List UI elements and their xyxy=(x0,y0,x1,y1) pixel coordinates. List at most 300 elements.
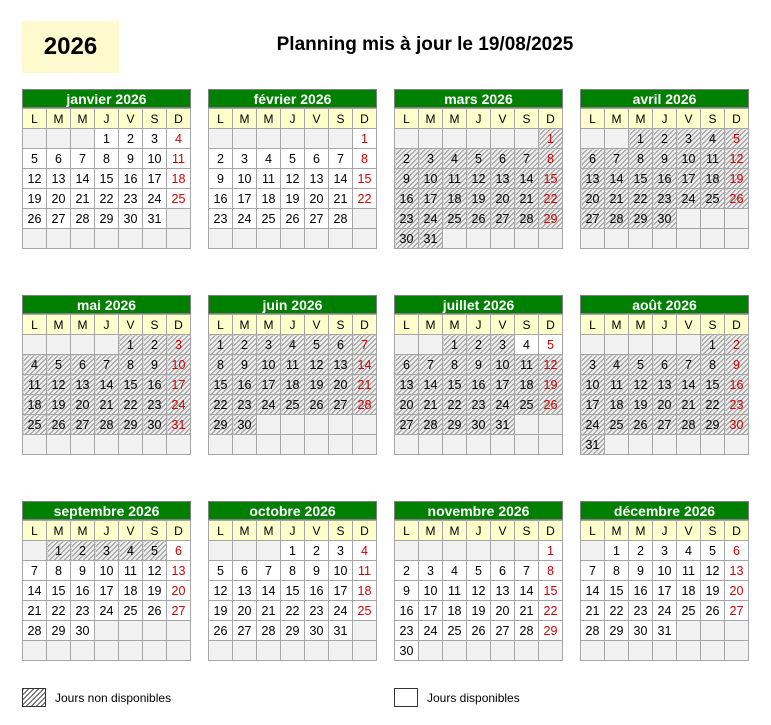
day-cell[interactable]: 14 xyxy=(257,581,281,601)
day-cell-unavailable[interactable]: 13 xyxy=(491,169,515,189)
day-cell[interactable]: 29 xyxy=(605,621,629,641)
day-cell-unavailable[interactable]: 15 xyxy=(629,169,653,189)
day-cell[interactable]: 20 xyxy=(491,601,515,621)
day-cell-unavailable[interactable]: 27 xyxy=(329,395,353,415)
day-cell[interactable]: 19 xyxy=(209,601,233,621)
day-cell[interactable]: 19 xyxy=(701,581,725,601)
day-cell-unavailable[interactable]: 6 xyxy=(395,355,419,375)
day-cell-unavailable[interactable]: 23 xyxy=(467,395,491,415)
day-cell[interactable]: 19 xyxy=(143,581,167,601)
day-cell-unavailable[interactable]: 24 xyxy=(491,395,515,415)
day-cell[interactable]: 22 xyxy=(539,601,563,621)
day-cell-unavailable[interactable]: 27 xyxy=(491,209,515,229)
day-cell[interactable]: 15 xyxy=(47,581,71,601)
day-cell[interactable]: 15 xyxy=(95,169,119,189)
day-cell[interactable]: 6 xyxy=(47,149,71,169)
day-cell-unavailable[interactable]: 11 xyxy=(281,355,305,375)
day-cell-unavailable[interactable]: 23 xyxy=(233,395,257,415)
day-cell-unavailable[interactable]: 10 xyxy=(419,169,443,189)
day-cell-unavailable[interactable]: 20 xyxy=(653,395,677,415)
day-cell[interactable]: 30 xyxy=(119,209,143,229)
day-cell[interactable]: 20 xyxy=(305,189,329,209)
day-cell[interactable]: 20 xyxy=(233,601,257,621)
day-cell[interactable]: 3 xyxy=(143,129,167,149)
day-cell-unavailable[interactable]: 22 xyxy=(443,395,467,415)
day-cell[interactable]: 28 xyxy=(257,621,281,641)
day-cell[interactable]: 20 xyxy=(725,581,749,601)
day-cell[interactable]: 23 xyxy=(209,209,233,229)
day-cell-unavailable[interactable]: 26 xyxy=(539,395,563,415)
day-cell[interactable]: 18 xyxy=(119,581,143,601)
day-cell-unavailable[interactable]: 30 xyxy=(725,415,749,435)
day-cell-unavailable[interactable]: 27 xyxy=(581,209,605,229)
day-cell[interactable]: 31 xyxy=(329,621,353,641)
day-cell[interactable]: 4 xyxy=(353,541,377,561)
day-cell-unavailable[interactable]: 6 xyxy=(491,149,515,169)
day-cell-unavailable[interactable]: 2 xyxy=(725,335,749,355)
day-cell-unavailable[interactable]: 18 xyxy=(515,375,539,395)
day-cell[interactable]: 11 xyxy=(353,561,377,581)
day-cell-unavailable[interactable]: 7 xyxy=(353,335,377,355)
day-cell[interactable]: 11 xyxy=(257,169,281,189)
day-cell-unavailable[interactable]: 22 xyxy=(629,189,653,209)
day-cell-unavailable[interactable]: 14 xyxy=(515,169,539,189)
day-cell[interactable]: 24 xyxy=(653,601,677,621)
day-cell[interactable]: 28 xyxy=(581,621,605,641)
day-cell[interactable]: 29 xyxy=(539,621,563,641)
day-cell-unavailable[interactable]: 23 xyxy=(143,395,167,415)
day-cell-unavailable[interactable]: 21 xyxy=(515,189,539,209)
day-cell-unavailable[interactable]: 9 xyxy=(143,355,167,375)
day-cell-unavailable[interactable]: 31 xyxy=(491,415,515,435)
day-cell[interactable]: 28 xyxy=(329,209,353,229)
day-cell[interactable]: 27 xyxy=(47,209,71,229)
day-cell-unavailable[interactable]: 9 xyxy=(395,169,419,189)
day-cell-unavailable[interactable]: 29 xyxy=(443,415,467,435)
day-cell-unavailable[interactable]: 28 xyxy=(515,209,539,229)
day-cell[interactable]: 6 xyxy=(167,541,191,561)
day-cell[interactable]: 6 xyxy=(233,561,257,581)
day-cell[interactable]: 5 xyxy=(467,561,491,581)
day-cell[interactable]: 23 xyxy=(71,601,95,621)
day-cell[interactable]: 5 xyxy=(701,541,725,561)
day-cell-unavailable[interactable]: 30 xyxy=(653,209,677,229)
day-cell[interactable]: 26 xyxy=(23,209,47,229)
day-cell-unavailable[interactable]: 1 xyxy=(443,335,467,355)
day-cell-unavailable[interactable]: 1 xyxy=(539,129,563,149)
day-cell-unavailable[interactable]: 7 xyxy=(95,355,119,375)
day-cell[interactable]: 12 xyxy=(467,581,491,601)
day-cell-unavailable[interactable]: 26 xyxy=(305,395,329,415)
day-cell[interactable]: 2 xyxy=(629,541,653,561)
day-cell[interactable]: 17 xyxy=(419,601,443,621)
day-cell[interactable]: 20 xyxy=(47,189,71,209)
day-cell[interactable]: 21 xyxy=(23,601,47,621)
day-cell-unavailable[interactable]: 29 xyxy=(539,209,563,229)
day-cell[interactable]: 8 xyxy=(605,561,629,581)
day-cell[interactable]: 5 xyxy=(23,149,47,169)
day-cell-unavailable[interactable]: 5 xyxy=(305,335,329,355)
day-cell[interactable]: 11 xyxy=(443,581,467,601)
day-cell[interactable]: 1 xyxy=(605,541,629,561)
day-cell[interactable]: 3 xyxy=(329,541,353,561)
day-cell[interactable]: 13 xyxy=(167,561,191,581)
day-cell-unavailable[interactable]: 29 xyxy=(209,415,233,435)
day-cell[interactable]: 13 xyxy=(491,581,515,601)
day-cell[interactable]: 8 xyxy=(95,149,119,169)
day-cell-unavailable[interactable]: 22 xyxy=(701,395,725,415)
day-cell[interactable]: 31 xyxy=(143,209,167,229)
day-cell[interactable]: 12 xyxy=(701,561,725,581)
day-cell-unavailable[interactable]: 6 xyxy=(71,355,95,375)
day-cell[interactable]: 10 xyxy=(653,561,677,581)
day-cell-unavailable[interactable]: 15 xyxy=(701,375,725,395)
day-cell[interactable]: 10 xyxy=(233,169,257,189)
day-cell-unavailable[interactable]: 1 xyxy=(209,335,233,355)
day-cell-unavailable[interactable]: 1 xyxy=(47,541,71,561)
day-cell-unavailable[interactable]: 20 xyxy=(581,189,605,209)
day-cell[interactable]: 15 xyxy=(539,581,563,601)
day-cell-unavailable[interactable]: 3 xyxy=(257,335,281,355)
day-cell[interactable]: 22 xyxy=(281,601,305,621)
day-cell[interactable]: 17 xyxy=(95,581,119,601)
day-cell-unavailable[interactable]: 19 xyxy=(305,375,329,395)
day-cell-unavailable[interactable]: 29 xyxy=(119,415,143,435)
day-cell[interactable]: 22 xyxy=(47,601,71,621)
day-cell[interactable]: 24 xyxy=(329,601,353,621)
day-cell-unavailable[interactable]: 9 xyxy=(725,355,749,375)
day-cell[interactable]: 16 xyxy=(71,581,95,601)
day-cell[interactable]: 12 xyxy=(23,169,47,189)
day-cell[interactable]: 21 xyxy=(71,189,95,209)
day-cell-unavailable[interactable]: 27 xyxy=(71,415,95,435)
day-cell-unavailable[interactable]: 5 xyxy=(143,541,167,561)
day-cell-unavailable[interactable]: 4 xyxy=(443,149,467,169)
day-cell-unavailable[interactable]: 10 xyxy=(581,375,605,395)
day-cell[interactable]: 8 xyxy=(47,561,71,581)
day-cell[interactable]: 2 xyxy=(209,149,233,169)
day-cell-unavailable[interactable]: 18 xyxy=(443,189,467,209)
day-cell-unavailable[interactable]: 30 xyxy=(467,415,491,435)
day-cell[interactable]: 18 xyxy=(353,581,377,601)
day-cell-unavailable[interactable]: 17 xyxy=(581,395,605,415)
day-cell-unavailable[interactable]: 30 xyxy=(395,229,419,249)
day-cell[interactable]: 14 xyxy=(581,581,605,601)
day-cell[interactable]: 28 xyxy=(23,621,47,641)
day-cell[interactable]: 11 xyxy=(677,561,701,581)
day-cell-unavailable[interactable]: 15 xyxy=(209,375,233,395)
day-cell[interactable]: 7 xyxy=(515,561,539,581)
day-cell-unavailable[interactable]: 6 xyxy=(329,335,353,355)
day-cell[interactable]: 7 xyxy=(71,149,95,169)
day-cell[interactable]: 25 xyxy=(677,601,701,621)
day-cell-unavailable[interactable]: 19 xyxy=(725,169,749,189)
day-cell-unavailable[interactable]: 17 xyxy=(257,375,281,395)
day-cell-unavailable[interactable]: 19 xyxy=(539,375,563,395)
day-cell[interactable]: 30 xyxy=(395,641,419,661)
day-cell-unavailable[interactable]: 7 xyxy=(605,149,629,169)
day-cell-unavailable[interactable]: 16 xyxy=(233,375,257,395)
day-cell[interactable]: 24 xyxy=(95,601,119,621)
day-cell[interactable]: 6 xyxy=(725,541,749,561)
day-cell-unavailable[interactable]: 9 xyxy=(653,149,677,169)
day-cell[interactable]: 8 xyxy=(281,561,305,581)
day-cell-unavailable[interactable]: 28 xyxy=(419,415,443,435)
day-cell-unavailable[interactable]: 19 xyxy=(467,189,491,209)
day-cell[interactable]: 10 xyxy=(329,561,353,581)
day-cell[interactable]: 22 xyxy=(353,189,377,209)
day-cell[interactable]: 20 xyxy=(167,581,191,601)
day-cell-unavailable[interactable]: 14 xyxy=(353,355,377,375)
day-cell[interactable]: 14 xyxy=(515,581,539,601)
day-cell[interactable]: 16 xyxy=(119,169,143,189)
day-cell-unavailable[interactable]: 8 xyxy=(209,355,233,375)
day-cell-unavailable[interactable]: 4 xyxy=(119,541,143,561)
day-cell[interactable]: 25 xyxy=(119,601,143,621)
day-cell[interactable]: 4 xyxy=(515,335,539,355)
day-cell[interactable]: 1 xyxy=(539,541,563,561)
day-cell-unavailable[interactable]: 3 xyxy=(167,335,191,355)
day-cell-unavailable[interactable]: 30 xyxy=(143,415,167,435)
day-cell-unavailable[interactable]: 10 xyxy=(167,355,191,375)
day-cell-unavailable[interactable]: 20 xyxy=(71,395,95,415)
day-cell-unavailable[interactable]: 9 xyxy=(467,355,491,375)
day-cell[interactable]: 13 xyxy=(233,581,257,601)
day-cell[interactable]: 4 xyxy=(677,541,701,561)
day-cell-unavailable[interactable]: 8 xyxy=(443,355,467,375)
day-cell[interactable]: 13 xyxy=(47,169,71,189)
day-cell-unavailable[interactable]: 2 xyxy=(653,129,677,149)
day-cell-unavailable[interactable]: 14 xyxy=(677,375,701,395)
day-cell[interactable]: 27 xyxy=(167,601,191,621)
day-cell-unavailable[interactable]: 28 xyxy=(677,415,701,435)
day-cell-unavailable[interactable]: 15 xyxy=(119,375,143,395)
day-cell-unavailable[interactable]: 2 xyxy=(233,335,257,355)
day-cell-unavailable[interactable]: 23 xyxy=(395,209,419,229)
day-cell-unavailable[interactable]: 28 xyxy=(95,415,119,435)
day-cell[interactable]: 30 xyxy=(305,621,329,641)
day-cell[interactable]: 11 xyxy=(119,561,143,581)
day-cell[interactable]: 11 xyxy=(167,149,191,169)
day-cell[interactable]: 18 xyxy=(677,581,701,601)
day-cell-unavailable[interactable]: 5 xyxy=(629,355,653,375)
day-cell-unavailable[interactable]: 17 xyxy=(677,169,701,189)
day-cell-unavailable[interactable]: 17 xyxy=(491,375,515,395)
day-cell[interactable]: 8 xyxy=(539,561,563,581)
day-cell-unavailable[interactable]: 19 xyxy=(47,395,71,415)
day-cell[interactable]: 12 xyxy=(281,169,305,189)
day-cell[interactable]: 27 xyxy=(233,621,257,641)
day-cell-unavailable[interactable]: 31 xyxy=(581,435,605,455)
day-cell-unavailable[interactable]: 18 xyxy=(701,169,725,189)
day-cell-unavailable[interactable]: 8 xyxy=(119,355,143,375)
day-cell-unavailable[interactable]: 18 xyxy=(281,375,305,395)
day-cell-unavailable[interactable]: 27 xyxy=(395,415,419,435)
day-cell[interactable]: 26 xyxy=(467,621,491,641)
day-cell[interactable]: 25 xyxy=(443,621,467,641)
day-cell[interactable]: 29 xyxy=(95,209,119,229)
day-cell-unavailable[interactable]: 11 xyxy=(23,375,47,395)
day-cell[interactable]: 23 xyxy=(305,601,329,621)
day-cell-unavailable[interactable]: 21 xyxy=(419,395,443,415)
day-cell[interactable]: 9 xyxy=(119,149,143,169)
day-cell-unavailable[interactable]: 30 xyxy=(233,415,257,435)
day-cell-unavailable[interactable]: 28 xyxy=(353,395,377,415)
day-cell-unavailable[interactable]: 10 xyxy=(677,149,701,169)
day-cell[interactable]: 5 xyxy=(281,149,305,169)
day-cell[interactable]: 14 xyxy=(329,169,353,189)
day-cell-unavailable[interactable]: 21 xyxy=(95,395,119,415)
day-cell[interactable]: 12 xyxy=(143,561,167,581)
day-cell[interactable]: 21 xyxy=(329,189,353,209)
day-cell-unavailable[interactable]: 10 xyxy=(257,355,281,375)
day-cell-unavailable[interactable]: 17 xyxy=(419,189,443,209)
day-cell[interactable]: 26 xyxy=(281,209,305,229)
day-cell-unavailable[interactable]: 3 xyxy=(95,541,119,561)
day-cell-unavailable[interactable]: 7 xyxy=(515,149,539,169)
day-cell[interactable]: 1 xyxy=(353,129,377,149)
day-cell[interactable]: 24 xyxy=(419,621,443,641)
day-cell[interactable]: 17 xyxy=(233,189,257,209)
day-cell[interactable]: 12 xyxy=(209,581,233,601)
day-cell-unavailable[interactable]: 13 xyxy=(395,375,419,395)
day-cell[interactable]: 29 xyxy=(47,621,71,641)
day-cell[interactable]: 24 xyxy=(233,209,257,229)
day-cell[interactable]: 14 xyxy=(71,169,95,189)
day-cell-unavailable[interactable]: 16 xyxy=(143,375,167,395)
day-cell[interactable]: 15 xyxy=(281,581,305,601)
day-cell[interactable]: 7 xyxy=(257,561,281,581)
day-cell-unavailable[interactable]: 3 xyxy=(491,335,515,355)
day-cell[interactable]: 27 xyxy=(725,601,749,621)
day-cell-unavailable[interactable]: 4 xyxy=(701,129,725,149)
day-cell[interactable]: 26 xyxy=(701,601,725,621)
day-cell-unavailable[interactable]: 25 xyxy=(605,415,629,435)
day-cell[interactable]: 24 xyxy=(143,189,167,209)
day-cell[interactable]: 13 xyxy=(305,169,329,189)
day-cell[interactable]: 16 xyxy=(209,189,233,209)
day-cell-unavailable[interactable]: 24 xyxy=(419,209,443,229)
day-cell[interactable]: 9 xyxy=(629,561,653,581)
day-cell[interactable]: 4 xyxy=(167,129,191,149)
day-cell[interactable]: 5 xyxy=(209,561,233,581)
day-cell-unavailable[interactable]: 1 xyxy=(119,335,143,355)
day-cell[interactable]: 16 xyxy=(629,581,653,601)
day-cell[interactable]: 17 xyxy=(653,581,677,601)
day-cell[interactable]: 4 xyxy=(257,149,281,169)
day-cell[interactable]: 3 xyxy=(653,541,677,561)
day-cell[interactable]: 10 xyxy=(419,581,443,601)
day-cell-unavailable[interactable]: 14 xyxy=(605,169,629,189)
day-cell-unavailable[interactable]: 24 xyxy=(581,415,605,435)
day-cell[interactable]: 1 xyxy=(281,541,305,561)
day-cell[interactable]: 26 xyxy=(209,621,233,641)
day-cell-unavailable[interactable]: 15 xyxy=(443,375,467,395)
day-cell-unavailable[interactable]: 23 xyxy=(725,395,749,415)
day-cell[interactable]: 29 xyxy=(281,621,305,641)
day-cell[interactable]: 7 xyxy=(581,561,605,581)
day-cell-unavailable[interactable]: 8 xyxy=(539,149,563,169)
day-cell-unavailable[interactable]: 20 xyxy=(329,375,353,395)
day-cell[interactable]: 5 xyxy=(539,335,563,355)
day-cell-unavailable[interactable]: 13 xyxy=(581,169,605,189)
day-cell[interactable]: 23 xyxy=(629,601,653,621)
day-cell-unavailable[interactable]: 11 xyxy=(605,375,629,395)
day-cell-unavailable[interactable]: 5 xyxy=(47,355,71,375)
day-cell-unavailable[interactable]: 3 xyxy=(677,129,701,149)
day-cell-unavailable[interactable]: 24 xyxy=(257,395,281,415)
day-cell[interactable]: 9 xyxy=(71,561,95,581)
day-cell-unavailable[interactable]: 31 xyxy=(419,229,443,249)
day-cell-unavailable[interactable]: 1 xyxy=(701,335,725,355)
day-cell[interactable]: 10 xyxy=(143,149,167,169)
day-cell-unavailable[interactable]: 24 xyxy=(167,395,191,415)
day-cell[interactable]: 15 xyxy=(605,581,629,601)
day-cell-unavailable[interactable]: 12 xyxy=(305,355,329,375)
day-cell-unavailable[interactable]: 15 xyxy=(539,169,563,189)
day-cell-unavailable[interactable]: 18 xyxy=(23,395,47,415)
day-cell-unavailable[interactable]: 5 xyxy=(467,149,491,169)
day-cell-unavailable[interactable]: 18 xyxy=(605,395,629,415)
day-cell-unavailable[interactable]: 8 xyxy=(629,149,653,169)
day-cell-unavailable[interactable]: 26 xyxy=(467,209,491,229)
day-cell-unavailable[interactable]: 12 xyxy=(725,149,749,169)
day-cell-unavailable[interactable]: 12 xyxy=(47,375,71,395)
day-cell-unavailable[interactable]: 5 xyxy=(725,129,749,149)
day-cell[interactable]: 31 xyxy=(653,621,677,641)
day-cell[interactable]: 3 xyxy=(419,561,443,581)
day-cell[interactable]: 30 xyxy=(71,621,95,641)
day-cell[interactable]: 21 xyxy=(257,601,281,621)
day-cell-unavailable[interactable]: 16 xyxy=(395,189,419,209)
day-cell-unavailable[interactable]: 14 xyxy=(95,375,119,395)
day-cell-unavailable[interactable]: 28 xyxy=(605,209,629,229)
day-cell-unavailable[interactable]: 3 xyxy=(581,355,605,375)
day-cell-unavailable[interactable]: 17 xyxy=(167,375,191,395)
day-cell[interactable]: 27 xyxy=(491,621,515,641)
day-cell[interactable]: 8 xyxy=(353,149,377,169)
day-cell-unavailable[interactable]: 11 xyxy=(701,149,725,169)
day-cell[interactable]: 17 xyxy=(143,169,167,189)
day-cell[interactable]: 10 xyxy=(95,561,119,581)
day-cell-unavailable[interactable]: 2 xyxy=(71,541,95,561)
day-cell-unavailable[interactable]: 4 xyxy=(281,335,305,355)
day-cell[interactable]: 21 xyxy=(515,601,539,621)
day-cell-unavailable[interactable]: 16 xyxy=(725,375,749,395)
day-cell-unavailable[interactable]: 14 xyxy=(419,375,443,395)
day-cell-unavailable[interactable]: 25 xyxy=(443,209,467,229)
day-cell[interactable]: 26 xyxy=(143,601,167,621)
day-cell[interactable]: 3 xyxy=(233,149,257,169)
day-cell-unavailable[interactable]: 12 xyxy=(467,169,491,189)
day-cell-unavailable[interactable]: 21 xyxy=(677,395,701,415)
day-cell-unavailable[interactable]: 7 xyxy=(419,355,443,375)
day-cell[interactable]: 2 xyxy=(119,129,143,149)
day-cell-unavailable[interactable]: 7 xyxy=(677,355,701,375)
day-cell-unavailable[interactable]: 6 xyxy=(581,149,605,169)
day-cell-unavailable[interactable]: 13 xyxy=(71,375,95,395)
day-cell[interactable]: 14 xyxy=(23,581,47,601)
day-cell[interactable]: 27 xyxy=(305,209,329,229)
day-cell[interactable]: 1 xyxy=(95,129,119,149)
day-cell[interactable]: 23 xyxy=(395,621,419,641)
day-cell[interactable]: 18 xyxy=(167,169,191,189)
day-cell[interactable]: 9 xyxy=(305,561,329,581)
day-cell[interactable]: 25 xyxy=(353,601,377,621)
day-cell-unavailable[interactable]: 2 xyxy=(395,149,419,169)
day-cell-unavailable[interactable]: 21 xyxy=(353,375,377,395)
day-cell-unavailable[interactable]: 8 xyxy=(701,355,725,375)
